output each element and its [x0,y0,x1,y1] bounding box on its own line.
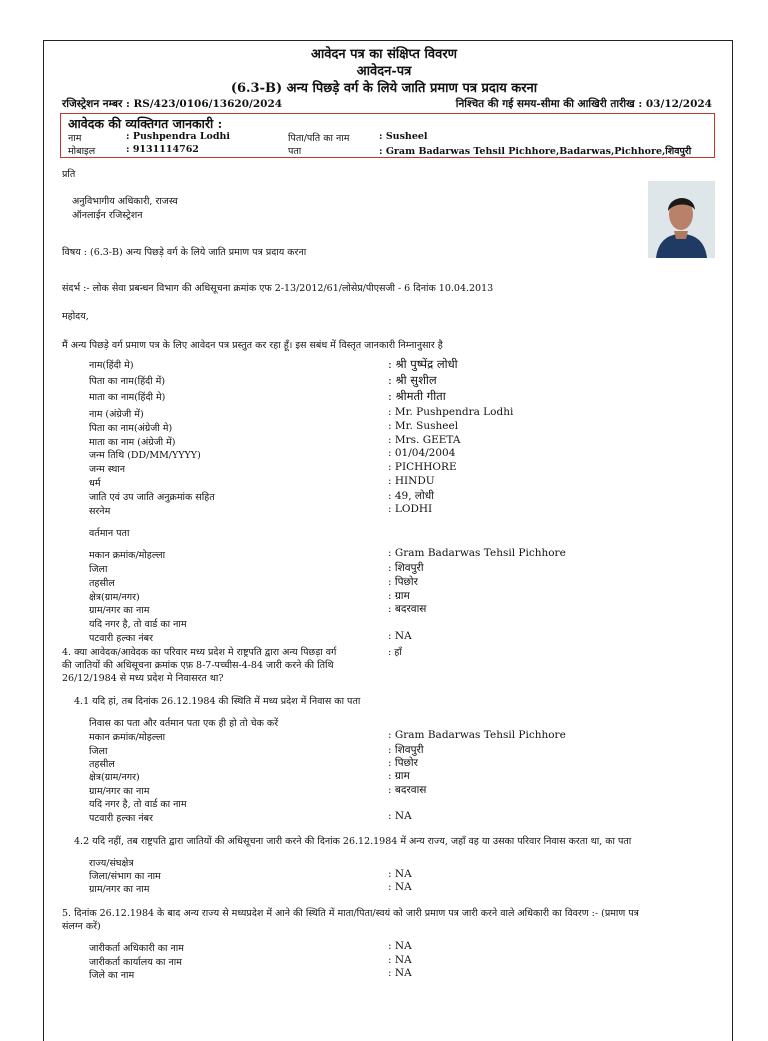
address-value: : पिछोर [388,757,418,769]
detail-label: नाम (अंग्रेजी में) [89,409,144,420]
detail-label: माता का नाम(हिंदी मे) [89,392,166,403]
current-address-heading: वर्तमान पता [89,528,130,539]
intro-line: मैं अन्य पिछड़े वर्ग प्रमाण पत्र के लिए आवेदन पत्र प्रस्तुत कर रहा हूँ। इस सबंध में विस्तृत जानकारी निम्नानुसार है [62,340,443,351]
document-subtitle: आवेदन-पत्र [356,64,412,79]
address-label: पता [288,146,302,157]
address-value: : ग्राम [388,770,410,782]
address-label: राज्य/संघक्षेत्र [89,858,134,869]
address-value: : NA [388,630,412,642]
reference-line: संदर्भ :- लोक सेवा प्रबन्धन विभाग की अधिसूचना क्रमांक एफ 2-13/2012/61/लोसेप्र/पीएसजी - 6 दिनांक 10.04.2013 [62,283,494,294]
address-label: पटवारी हल्का नंबर [89,813,153,824]
question-4-1-heading: 4.1 यदि हां, तब दिनांक 26.12.1984 की स्थिति में मध्य प्रदेश में निवास का पता [74,696,361,707]
father-label: पिता/पति का नाम [288,133,350,144]
name-label: नाम [68,133,82,144]
detail-value: : श्री पुष्पेंद्र लोधी [388,357,458,371]
question-5-line-2: संलग्न करें) [62,921,101,932]
applicant-photo [648,181,715,258]
address-label: क्षेत्र(ग्राम/नगर) [89,772,140,783]
address-label: जिला/संभाग का नाम [89,871,161,882]
detail-label: नाम(हिंदी मे) [89,360,134,371]
address-value: : NA [388,881,412,893]
issuer-label: जिले का नाम [89,970,135,981]
detail-label: पिता का नाम(अंग्रेजी मे) [89,423,173,434]
issuer-value: : NA [388,967,412,979]
detail-value: : Mr. Pushpendra Lodhi [388,406,514,418]
detail-value: : LODHI [388,503,433,515]
address-label: ग्राम/नगर का नाम [89,786,150,797]
detail-value: : 01/04/2004 [388,447,456,459]
question-4-line-1: 4. क्या आवेदक/आवेदक का परिवार मध्य प्रदेश मे राष्ट्रपति द्वारा अन्य पिछड़ा वर्ग [62,647,337,658]
question-4-line-2: की जातियों की अधिसूचना क्रमांक एफ़ 8-7-पच्चीस-4-84 जारी करने की तिथि [62,660,334,671]
question-5-line-1: 5. दिनांक 26.12.1984 के बाद अन्य राज्य से मध्यप्रदेश में आने की स्थिति में माता/पिता/स्वयं को जारी प्रमाण पत्र जारी करने वाले अधिकारी का विवरण :- (प्रमाण पत्र [62,908,639,919]
detail-label: जाति एवं उप जाति अनुक्रमांक सहित [89,492,215,503]
address-label: यदि नगर है, तो वार्ड का नाम [89,799,187,810]
address-label: मकान क्रमांक/मोहल्ला [89,732,166,743]
address-label: मकान क्रमांक/मोहल्ला [89,550,166,561]
detail-value: : PICHHORE [388,461,457,473]
letter-to: प्रति [62,169,76,180]
deadline-date: निश्चित की गई समय-सीमा की आखिरी तारीख : 03/12/2024 [455,98,712,110]
subject-line: विषय : (6.3-B) अन्य पिछड़े वर्ग के लिये जाति प्रमाण पत्र प्रदाय करना [62,247,307,258]
detail-label: धर्म [89,478,101,489]
address-value: : NA [388,810,412,822]
address-value: : Gram Badarwas Tehsil Pichhore [388,547,566,559]
address-label: जिला [89,564,108,575]
question-4-2-heading: 4.2 यदि नहीं, तब राष्ट्रपति द्वारा जातियों की अधिसूचना जारी करने की दिनांक 26.12.1984 में अन्य राज्य, जहाँ वह या उसका परिवार निवास करता था, का पता [74,836,632,847]
address-label: पटवारी हल्का नंबर [89,633,153,644]
mobile-value: : 9131114762 [126,144,199,155]
address-label: तहसील [89,578,115,589]
father-value: : Susheel [379,131,428,142]
address-value: : बदरवास [388,784,427,796]
address-value: : ग्राम [388,590,410,602]
address-value: : Gram Badarwas Tehsil Pichhore [388,729,566,741]
salutation: महोदय, [62,311,89,322]
detail-value: : 49, लोधी [388,490,434,502]
address-value: : शिवपुरी [388,744,424,756]
applicant-info-box [60,113,715,158]
addressee-line-1: अनुविभागीय अधिकारी, राजस्व [72,196,178,207]
issuer-value: : NA [388,940,412,952]
mobile-label: मोबाइल [68,146,96,157]
address-value: : शिवपुरी [388,562,424,574]
registration-number: रजिस्ट्रेशन नम्बर : RS/423/0106/13620/2024 [62,98,283,110]
detail-label: जन्म तिथि (DD/MM/YYYY) [89,450,201,461]
question-4-answer: : हाँ [388,647,402,658]
address-label: यदि नगर है, तो वार्ड का नाम [89,619,187,630]
service-title: (6.3-B) अन्य पिछड़े वर्ग के लिये जाति प्रमाण पत्र प्रदाय करना [230,81,538,96]
detail-label: सरनेम [89,506,111,517]
address-value: : बदरवास [388,603,427,615]
address-label: ग्राम/नगर का नाम [89,605,150,616]
detail-label: माता का नाम (अंग्रेजी में) [89,437,176,448]
name-value: : Pushpendra Lodhi [126,131,230,142]
document-title: आवेदन पत्र का संक्षिप्त विवरण [310,47,458,62]
applicant-photo-image [648,181,715,258]
detail-label: जन्म स्थान [89,464,126,475]
address-label: जिला [89,746,108,757]
question-4-line-3: 26/12/1984 से मध्य प्रदेश मे निवासरत था? [62,673,224,684]
detail-value: : HINDU [388,475,435,487]
address-label: तहसील [89,759,115,770]
address-label: क्षेत्र(ग्राम/नगर) [89,592,140,603]
detail-value: : Mr. Susheel [388,420,459,432]
same-address-check-text: निवास का पता और वर्तमान पता एक ही हो तो चेक करें [89,718,279,729]
address-value: : Gram Badarwas Tehsil Pichhore,Badarwas,Pichhore,शिवपुरी [379,146,692,157]
issuer-label: जारीकर्ता अधिकारी का नाम [89,943,184,954]
detail-value: : श्री सुशील [388,373,437,387]
address-label: ग्राम/नगर का नाम [89,884,150,895]
detail-value: : Mrs. GEETA [388,434,461,446]
issuer-label: जारीकर्ता कार्यालय का नाम [89,957,182,968]
addressee-line-2: ऑनलाईन रजिस्ट्रेशन [72,210,143,221]
address-value: : पिछोर [388,576,418,588]
applicant-info-heading: आवेदक की व्यक्तिगत जानकारी : [68,116,223,131]
detail-label: पिता का नाम(हिंदी में) [89,376,166,387]
address-value: : NA [388,868,412,880]
detail-value: : श्रीमती गीता [388,389,446,403]
issuer-value: : NA [388,954,412,966]
